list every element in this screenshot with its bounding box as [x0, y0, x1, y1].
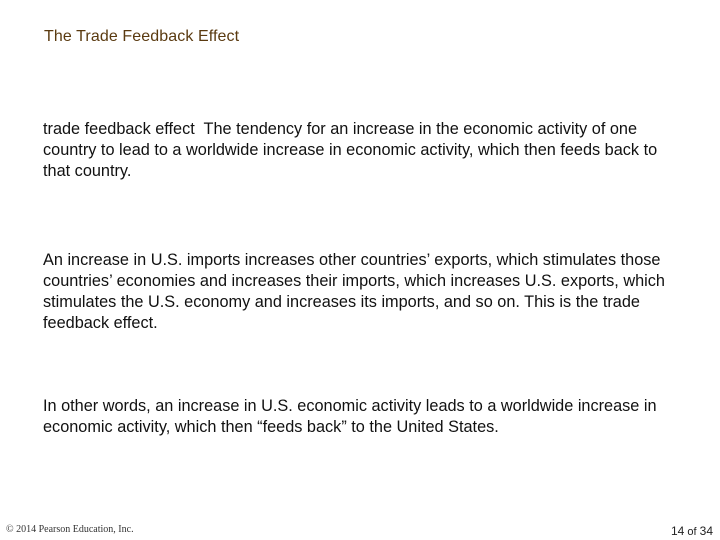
summary-paragraph: In other words, an increase in U.S. economic activity leads to a worldwide increase in economic activity, which then “feeds back” to the United States.	[43, 397, 657, 436]
slide-title: The Trade Feedback Effect	[44, 28, 240, 45]
copyright-notice: © 2014 Pearson Education, Inc.	[6, 524, 134, 535]
page-current: 14	[670, 524, 685, 538]
explanation-paragraph: An increase in U.S. imports increases other countries’ exports, which stimulates those countries’ economies and increases their imports, which increases U.S. exports, which stimulates the U.S. economy and increases its imports, and so on. This is the trade feedback effect.	[43, 251, 665, 332]
page-number	[671, 524, 713, 538]
page-of-label: of	[687, 526, 697, 538]
page-total: 34	[699, 524, 713, 538]
definition-paragraph	[43, 119, 688, 182]
definition-term: trade feedback effect	[43, 120, 195, 138]
definition-text: The tendency for an increase in the economic activity of one country to lead to a worldwide increase in economic activity, which then feeds back to that country.	[43, 120, 658, 180]
